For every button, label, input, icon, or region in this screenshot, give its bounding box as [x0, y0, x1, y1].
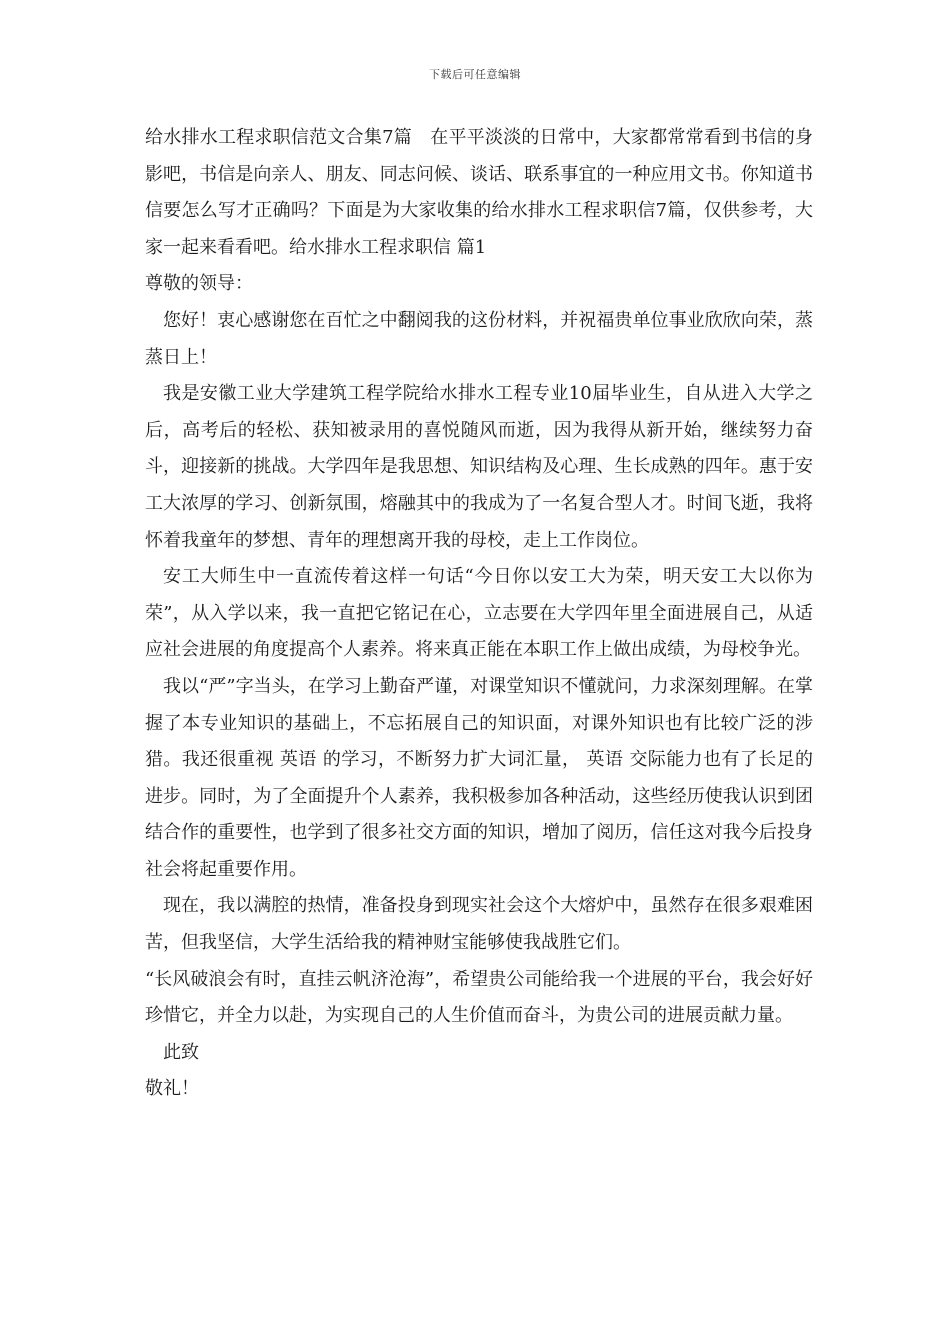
document-body — [145, 120, 813, 1108]
body-paragraph: 您好！衷心感谢您在百忙之中翻阅我的这份材料，并祝福贵单位事业欣欣向荣，蒸蒸日上！ — [145, 309, 813, 368]
body-paragraph: 我以“严”字当头，在学习上勤奋严谨，对课堂知识不懂就问，力求深刻理解。在掌握了本专业知识的基础上，不忘拓展自己的知识面，对课外知识也有比较广泛的涉猎。我还很重视 英语 的学习，不断努力扩大词汇量， 英语 交际能力也有了长足的进步。同时，为了全面提升个人素养，我积极参加各种活动，这些经历使我认识到团结合作的重要性，也学到了很多社交方面的知识，增加了阅历，信任这对我今后投身社会将起重要作用。 — [145, 675, 813, 880]
salutation: 尊敬的领导： — [145, 273, 253, 295]
body-paragraph: 我是安徽工业大学建筑工程学院给水排水工程专业10届毕业生，自从进入大学之后，高考后的轻松、获知被录用的喜悦随风而逝，因为我得从新开始，继续努力奋斗，迎接新的挑战。大学四年是我思想、知识结构及心理、生长成熟的四年。惠于安工大浓厚的学习、创新氛围，熔融其中的我成为了一名复合型人才。时间飞逝，我将怀着我童年的梦想、青年的理想离开我的母校，走上工作岗位。 — [145, 383, 813, 551]
header-note: 下载后可任意编辑 — [429, 68, 521, 81]
intro-paragraph: 给水排水工程求职信范文合集7篇 在平平淡淡的日常中，大家都常常看到书信的身影吧，书信是向亲人、朋友、同志问候、谈话、联系事宜的一种应用文书。你知道书信要怎么写才正确吗？下面是为大家收集的给水排水工程求职信7篇，仅供参考，大家一起来看看吧。给水排水工程求职信 篇1 — [145, 127, 813, 258]
body-paragraph: 现在，我以满腔的热情，准备投身到现实社会这个大熔炉中，虽然存在很多艰难困苦，但我坚信，大学生活给我的精神财宝能够使我战胜它们。 — [145, 895, 813, 954]
body-paragraph: “长风破浪会有时，直挂云帆济沧海”，希望贵公司能给我一个进展的平台，我会好好珍惜它，并全力以赴，为实现自己的人生价值而奋斗，为贵公司的进展贡献力量。 — [145, 968, 813, 1027]
closing-line: 此致 — [163, 1041, 199, 1063]
regards-line: 敬礼！ — [145, 1078, 199, 1100]
body-paragraph: 安工大师生中一直流传着这样一句话“今日你以安工大为荣，明天安工大以你为荣”，从入学以来，我一直把它铭记在心，立志要在大学四年里全面进展自己，从适应社会进展的角度提高个人素养。将来真正能在本职工作上做出成绩，为母校争光。 — [145, 566, 813, 661]
